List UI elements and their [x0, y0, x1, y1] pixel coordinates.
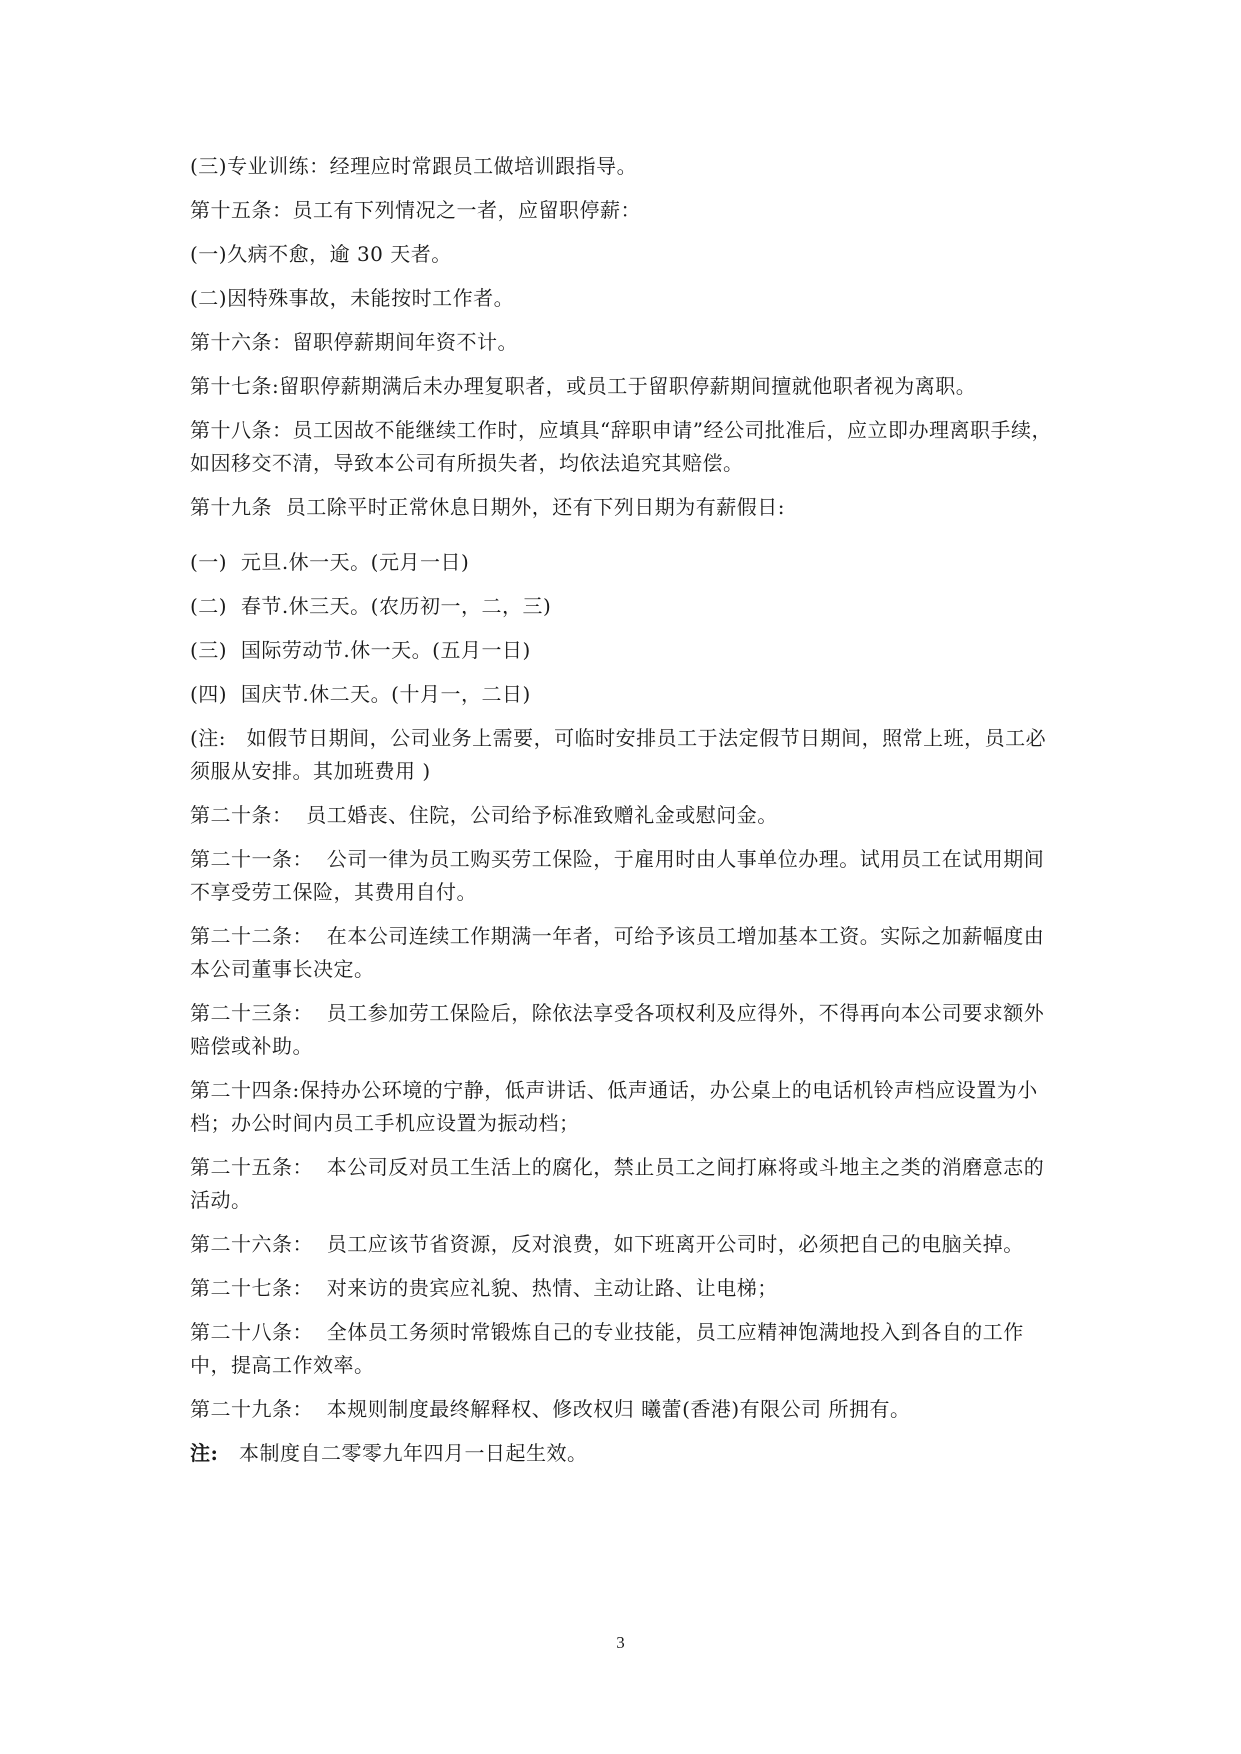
article-15-item-1: (一)久病不愈，逾 30 天者。 [190, 242, 452, 266]
holiday-new-year: (一) 元旦.休一天。(元月一日) [190, 550, 470, 574]
article-22: 第二十二条： 在本公司连续工作期满一年者，可给予该员工增加基本工资。实际之加薪幅度由本公司董事长决定。 [190, 924, 1045, 981]
holiday-note: (注: 如假节日期间，公司业务上需要，可临时安排员工于法定假节日期间，照常上班，员工必须服从安排。其加班费用 ) [190, 726, 1047, 783]
article-26: 第二十六条： 员工应该节省资源，反对浪费，如下班离开公司时，必须把自己的电脑关掉。 [190, 1232, 1024, 1256]
article-16: 第十六条：留职停薪期间年资不计。 [190, 330, 518, 354]
paragraph-training: (三)专业训练：经理应时常跟员工做培训跟指导。 [190, 154, 638, 178]
holiday-national-day: (四) 国庆节.休二天。(十月一，二日) [190, 682, 531, 706]
article-18: 第十八条：员工因故不能继续工作时，应填具“辞职申请”经公司批准后，应立即办理离职手续，如因移交不清，导致本公司有所损失者，均依法追究其赔偿。 [190, 418, 1052, 475]
article-17: 第十七条:留职停薪期满后未办理复职者，或员工于留职停薪期间擅就他职者视为离职。 [190, 374, 977, 398]
holiday-spring-festival: (二) 春节.休三天。(农历初一，二，三) [190, 594, 552, 618]
article-27: 第二十七条： 对来访的贵宾应礼貌、热情、主动让路、让电梯； [190, 1276, 778, 1300]
page-number: 3 [616, 1633, 625, 1652]
document-body [190, 150, 1060, 1481]
note-label: 注: [190, 1441, 219, 1465]
article-23: 第二十三条： 员工参加劳工保险后，除依法享受各项权利及应得外，不得再向本公司要求额外赔偿或补助。 [190, 1001, 1045, 1058]
article-28: 第二十八条： 全体员工务须时常锻炼自己的专业技能，员工应精神饱满地投入到各自的工作中，提高工作效率。 [190, 1320, 1024, 1377]
article-25: 第二十五条： 本公司反对员工生活上的腐化，禁止员工之间打麻将或斗地主之类的消磨意志的活动。 [190, 1155, 1045, 1212]
article-24: 第二十四条:保持办公环境的宁静，低声讲话、低声通话，办公桌上的电话机铃声档应设置为小档；办公时间内员工手机应设置为振动档； [190, 1078, 1038, 1135]
article-15: 第十五条：员工有下列情况之一者，应留职停薪： [190, 198, 641, 222]
article-21: 第二十一条： 公司一律为员工购买劳工保险，于雇用时由人事单位办理。试用员工在试用期间不享受劳工保险，其费用自付。 [190, 847, 1045, 904]
effective-date-note [190, 1437, 1060, 1470]
article-20: 第二十条： 员工婚丧、住院，公司给予标准致赠礼金或慰问金。 [190, 803, 778, 827]
article-19: 第十九条 员工除平时正常休息日期外，还有下列日期为有薪假日: [190, 495, 785, 519]
article-15-item-2: (二)因特殊事故，未能按时工作者。 [190, 286, 515, 310]
note-text: 本制度自二零零九年四月一日起生效。 [218, 1441, 588, 1465]
article-29: 第二十九条： 本规则制度最终解释权、修改权归 曦蕾(香港)有限公司 所拥有。 [190, 1397, 911, 1421]
holiday-labor-day: (三) 国际劳动节.休一天。(五月一日) [190, 638, 531, 662]
